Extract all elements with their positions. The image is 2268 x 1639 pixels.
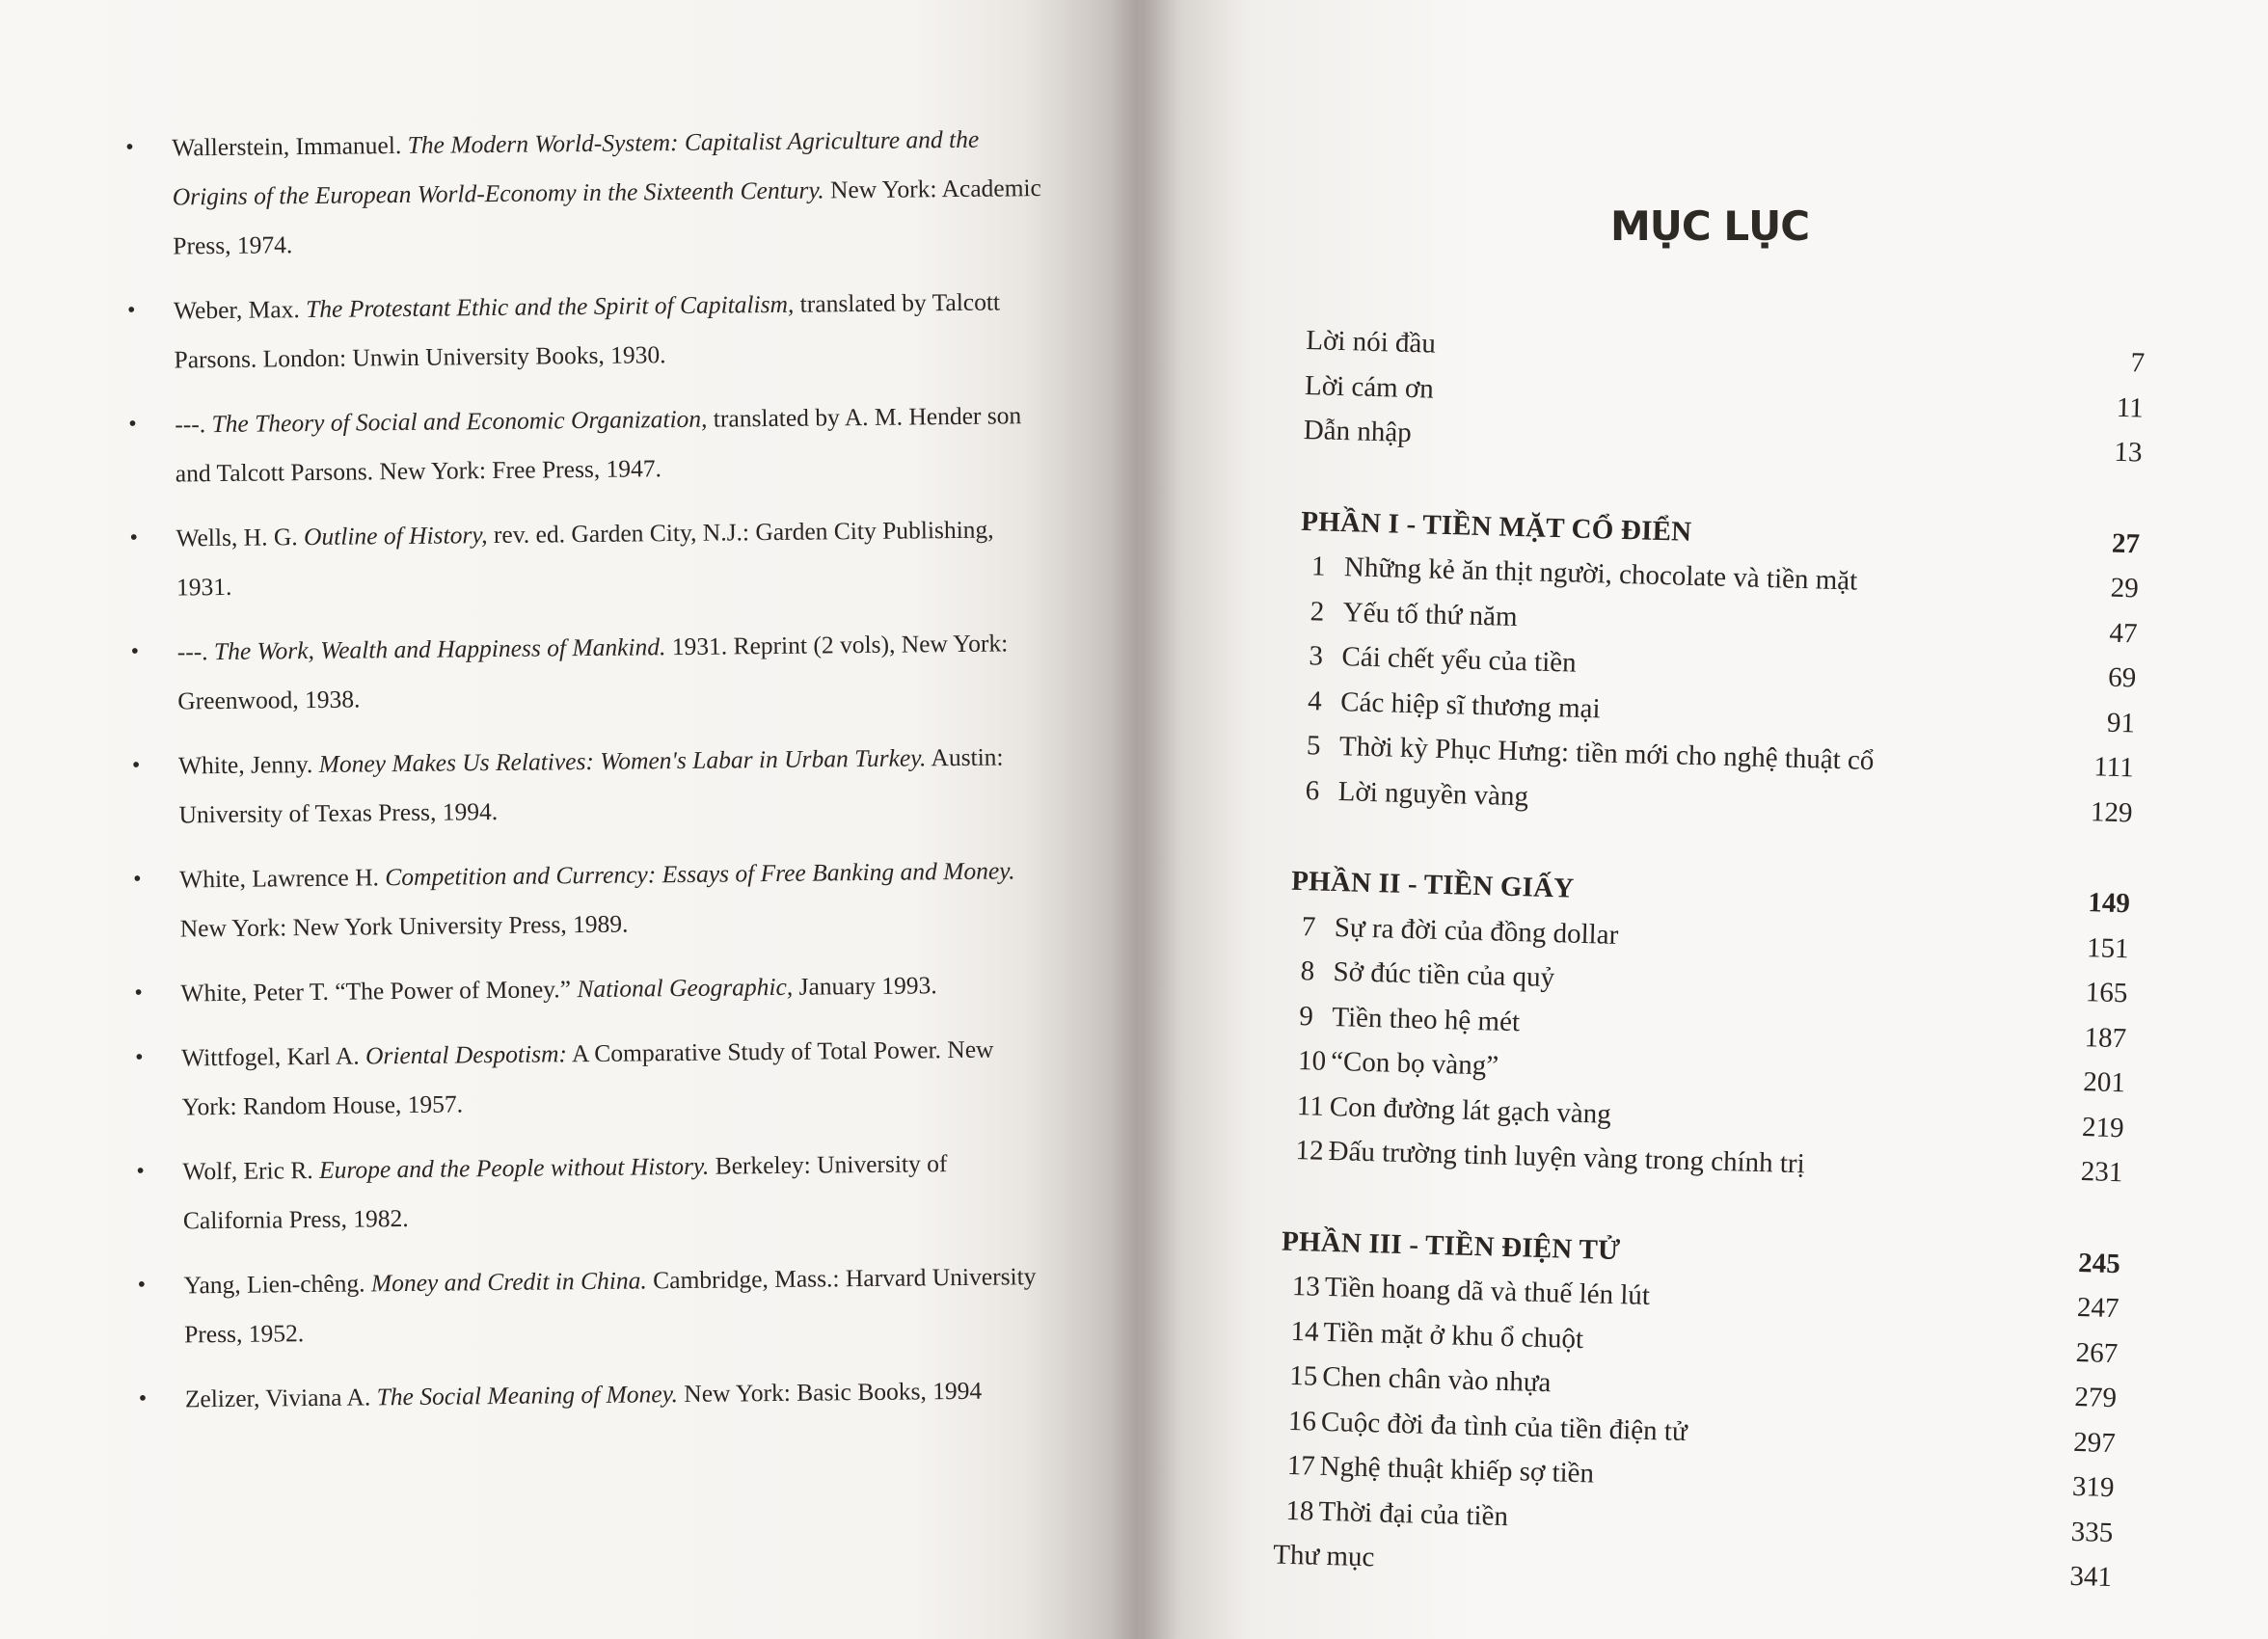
toc-page-number: 319 [2071, 1470, 2115, 1504]
table-of-contents [1273, 318, 2146, 1600]
toc-page-number: 201 [2082, 1066, 2126, 1099]
bibliography-entry [129, 504, 1046, 612]
entry-title: The Social Meaning of Money. [376, 1380, 679, 1411]
chapter-number: 17 [1286, 1449, 1316, 1482]
entry-title: Europe and the People without History. [318, 1151, 710, 1184]
chapter-number: 10 [1297, 1045, 1327, 1077]
bullet-icon: • [134, 980, 143, 1006]
chapter-title: “Con bọ vàng” [1330, 1045, 1499, 1082]
toc-page-number: 187 [2084, 1021, 2127, 1054]
bibliography-entry [128, 390, 1045, 498]
chapter-title: Cuộc đời đa tình của tiền điện tử [1320, 1406, 1688, 1447]
toc-page-number: 297 [2072, 1426, 2117, 1459]
entry-author: Wells, H. G. [176, 523, 298, 552]
toc-page-number: 149 [2087, 887, 2131, 920]
bibliography-entry [139, 1365, 1055, 1424]
entry-publication: January 1993. [798, 971, 937, 1001]
entry-author: White, Peter T. “The Power of Money.” [180, 975, 572, 1008]
chapter-number: 7 [1301, 910, 1316, 942]
bullet-icon: • [128, 411, 137, 437]
entry-publication: Austin: University of Texas Press, 1994. [178, 742, 1004, 829]
chapter-number: 9 [1298, 1000, 1314, 1032]
entry-publication: translated by A. M. Hender son and Talcott Parsons. New York: Free Press, 1947. [175, 401, 1022, 488]
toc-page-number: 267 [2075, 1336, 2119, 1369]
entry-publication: New York: New York University Press, 1989. [179, 909, 629, 943]
toc-page-number: 47 [2109, 617, 2138, 649]
toc-page-number: 341 [2069, 1560, 2113, 1594]
chapter-number: 11 [1296, 1089, 1325, 1122]
toc-page-number: 247 [2076, 1291, 2120, 1325]
bullet-icon: • [136, 1158, 145, 1184]
toc-page-number: 11 [2116, 391, 2145, 424]
chapter-number: 4 [1307, 685, 1323, 717]
entry-author: ---. [175, 410, 206, 439]
chapter-number: 13 [1291, 1270, 1321, 1303]
chapter-title: Đấu trường tinh luyện vàng trong chính trị [1328, 1135, 1806, 1180]
chapter-title: Sự ra đời của đồng dollar [1334, 911, 1619, 951]
entry-author: Weber, Max. [173, 295, 300, 325]
book-gutter [1109, 0, 1176, 1639]
entry-author: Yang, Lien-chêng. [183, 1269, 365, 1300]
entry-title: Money Makes Us Relatives: Women's Labar in Urban Turkey. [318, 743, 927, 778]
entry-title: National Geographic, [577, 972, 794, 1004]
chapter-title: Chen chân vào nhựa [1321, 1360, 1552, 1399]
bibliography-entry [130, 618, 1047, 726]
chapter-title: Các hiệp sĩ thương mại [1339, 685, 1602, 724]
chapter-title: Yếu tố thứ năm [1342, 596, 1518, 632]
bibliography-entry [136, 1138, 1053, 1246]
entry-title: Oriental Despotism: [364, 1039, 568, 1070]
chapter-number: 14 [1290, 1315, 1320, 1348]
part-label: PHẦN II - TIỀN GIẤY [1290, 865, 1575, 904]
part-label: PHẦN III - TIỀN ĐIỆN TỬ [1281, 1225, 1621, 1266]
chapter-title: Con đường lát gạch vàng [1329, 1090, 1612, 1130]
entry-publication: A Comparative Study of Total Power. New York: Random House, 1957. [181, 1034, 994, 1121]
toc-page-number: 231 [2080, 1156, 2123, 1189]
toc-label: Dẫn nhập [1303, 414, 1413, 448]
part-label: PHẦN I - TIỀN MẶT CỔ ĐIỂN [1300, 505, 1692, 548]
toc-page-number: 91 [2106, 707, 2136, 739]
toc-page-number: 335 [2070, 1516, 2114, 1548]
chapter-number: 15 [1288, 1359, 1318, 1392]
bibliography-entry [132, 732, 1049, 840]
toc-page-number: 129 [2090, 795, 2133, 828]
bullet-icon: • [138, 1385, 148, 1411]
toc-page-number: 245 [2077, 1247, 2121, 1279]
toc-page-number: 219 [2081, 1111, 2125, 1143]
toc-page-number: 165 [2085, 977, 2128, 1009]
chapter-title: Cái chết yểu của tiền [1341, 641, 1578, 679]
entry-publication: Cambridge, Mass.: Harvard University Press, 1952. [184, 1262, 1037, 1349]
chapter-number: 5 [1306, 730, 1321, 762]
chapter-title: Tiền theo hệ mét [1331, 1001, 1521, 1037]
entry-author: Wolf, Eric R. [182, 1156, 313, 1186]
entry-publication: rev. ed. Garden City, N.J.: Garden City Publishing, 1931. [176, 515, 994, 602]
chapter-number: 8 [1300, 955, 1315, 987]
chapter-number: 18 [1285, 1494, 1314, 1527]
bullet-icon: • [137, 1272, 147, 1298]
bullet-icon: • [133, 866, 142, 892]
chapter-number: 2 [1310, 595, 1325, 628]
bullet-icon: • [125, 134, 134, 160]
entry-publication: translated by Talcott Parsons. London: Unwin University Books, 1930. [174, 287, 1001, 374]
entry-publication: New York: Academic Press, 1974. [173, 174, 1042, 260]
entry-author: Wittfogel, Karl A. [180, 1041, 360, 1072]
entry-author: ---. [176, 637, 208, 666]
bullet-icon: • [129, 524, 139, 551]
bibliography-entry [125, 114, 1043, 271]
toc-page-number: 151 [2086, 931, 2130, 964]
toc-page-number: 13 [2114, 436, 2143, 469]
toc-label: Lời nói đầu [1305, 324, 1437, 360]
entry-title: The Work, Wealth and Happiness of Mankind. [213, 632, 666, 666]
toc-page-number: 27 [2111, 527, 2141, 559]
bibliography-entry [134, 959, 1050, 1018]
chapter-number: 12 [1295, 1135, 1325, 1167]
toc-page-number: 29 [2110, 572, 2140, 605]
entry-publication: New York: Basic Books, 1994 [684, 1376, 983, 1409]
chapter-title: Thời đại của tiền [1318, 1495, 1509, 1532]
entry-title: Competition and Currency: Essays of Free Banking and Money. [385, 856, 1015, 892]
bullet-icon: • [131, 752, 141, 778]
toc-page-number: 69 [2107, 661, 2137, 694]
entry-title: Money and Credit in China. [370, 1266, 647, 1298]
entry-title: Outline of History, [303, 521, 488, 551]
bibliography-entry [137, 1251, 1054, 1359]
entry-author: Zelizer, Viviana A. [184, 1383, 371, 1413]
toc-label: Thư mục [1272, 1539, 1375, 1573]
entry-author: White, Lawrence H. [179, 863, 380, 894]
toc-title: MỤC LỤC [1610, 202, 1810, 250]
entry-title: The Theory of Social and Economic Organization, [211, 404, 708, 439]
toc-label: Lời cám ơn [1304, 369, 1435, 405]
toc-page-number: 111 [2092, 751, 2135, 784]
chapter-title: Sở đúc tiền của quỷ [1333, 956, 1555, 994]
entry-title: The Protestant Ethic and the Spirit of Capitalism, [305, 289, 795, 324]
bullet-icon: • [126, 297, 136, 323]
chapter-number: 16 [1287, 1405, 1317, 1437]
entry-publication: 1931. Reprint (2 vols), New York: Greenwood, 1938. [177, 629, 1009, 715]
bibliography-list [125, 114, 1055, 1439]
chapter-title: Tiền hoang dã và thuế lén lút [1324, 1271, 1651, 1311]
entry-author: White, Jenny. [177, 750, 313, 780]
toc-page-number: 279 [2074, 1381, 2118, 1414]
bullet-icon: • [135, 1044, 144, 1070]
bibliography-entry [127, 277, 1044, 385]
bibliography-entry [135, 1024, 1052, 1132]
bibliography-entry [133, 846, 1050, 954]
bullet-icon: • [130, 638, 140, 664]
chapter-title: Tiền mặt ở khu ổ chuột [1323, 1316, 1584, 1355]
chapter-title: Những kẻ ăn thịt người, chocolate và tiền mặt [1343, 551, 1858, 597]
toc-page-number: 7 [2130, 347, 2146, 379]
chapter-title: Thời kỳ Phục Hưng: tiền mới cho nghệ thuật cổ [1338, 731, 1875, 777]
entry-author: Wallerstein, Immanuel. [172, 131, 402, 162]
entry-publication: Berkeley: University of California Press, 1982. [182, 1149, 948, 1235]
chapter-number: 1 [1310, 551, 1326, 582]
entry-title: The Modern World-System: Capitalist Agriculture and the Origins of the European World-Economy in the Sixteenth Century. [172, 124, 980, 211]
chapter-title: Nghệ thuật khiếp sợ tiền [1319, 1450, 1595, 1490]
chapter-number: 6 [1305, 774, 1320, 807]
chapter-title: Lời nguyền vàng [1337, 775, 1529, 812]
chapter-number: 3 [1309, 640, 1324, 672]
